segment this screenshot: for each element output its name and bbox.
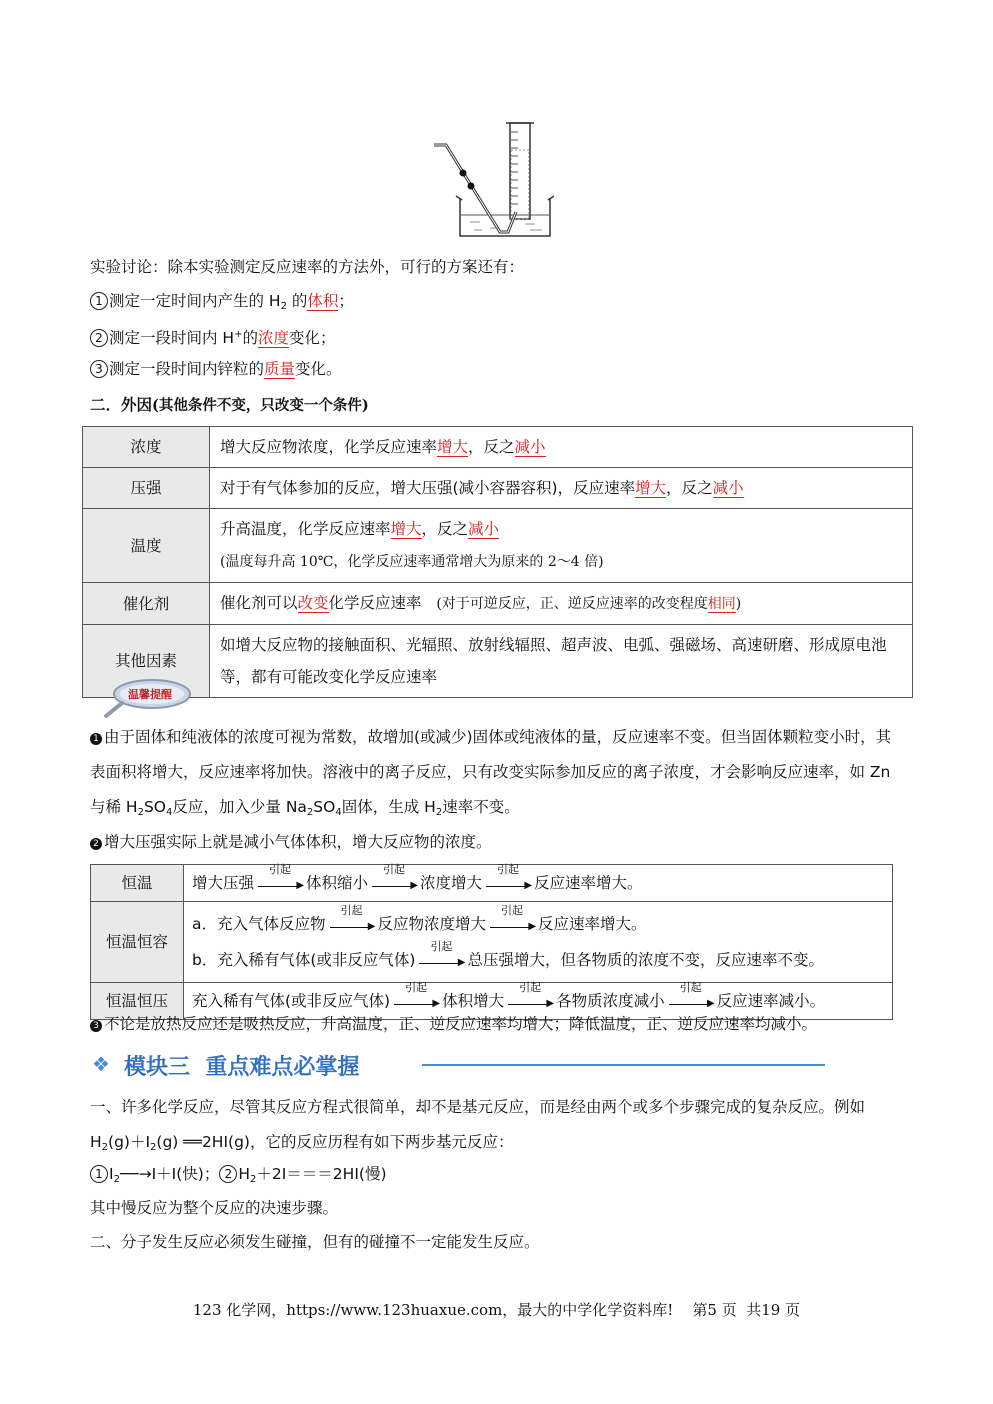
module-heading: [90, 1048, 825, 1082]
paragraph-2: 其中慢反应为整个反应的决速步骤。: [90, 1199, 339, 1217]
factor-desc: 如增大反应物的接触面积、光辐照、放射线辐照、超声波、电弧、强磁场、高速研磨、形成原电池等，都有可能改变化学反应速率: [210, 625, 913, 698]
table-row: [83, 427, 913, 468]
answer-text: 体积: [307, 292, 339, 310]
condition-chain: a．充入气体反应物 引起 ▶ 反应物浓度增大 引起 ▶ 反应速率增大。 b．充入稀有气体(或非反应气体) 引起 ▶ 总压强增大，但各物质的浓度不变，反应速率不变。: [184, 902, 893, 983]
condition-key: 恒温恒容: [91, 902, 184, 983]
condition-chain: 增大压强 引起 ▶ 体积缩小 引起 ▶ 浓度增大 引起 ▶ 反应速率增大。: [184, 865, 893, 902]
diamond-icon: ❖: [92, 1052, 110, 1076]
condition-chain: 充入稀有气体(或非反应气体) 引起 ▶ 体积增大 引起 ▶ 各物质浓度减小 引起 ▶ 反应速率减小。: [184, 983, 893, 1020]
factor-desc: 对于有气体参加的反应，增大压强(减小容器容积)，反应速率增大，反之减小: [210, 468, 913, 509]
module-title: 模块三 重点难点必掌握: [124, 1055, 360, 1080]
condition-key: 恒温: [91, 865, 184, 902]
tip-badge: [100, 676, 194, 718]
tip-3: 3 不论是放热反应还是吸热反应，升高温度，正、逆反应速率均增大；降低温度，正、逆反应速率均减小。: [90, 1014, 817, 1034]
factor-desc: 催化剂可以改变化学反应速率 (对于可逆反应，正、逆反应速率的改变程度相同): [210, 583, 913, 625]
discussion-intro: 实验讨论：除本实验测定反应速率的方法外，可行的方案还有：: [90, 258, 525, 276]
factor-key: 其他因素: [83, 625, 210, 698]
tip-badge-label: 温馨提醒: [128, 688, 172, 701]
paragraph-3: 二、分子发生反应必须发生碰撞，但有的碰撞不一定能发生反应。: [90, 1233, 540, 1251]
condition-key: 恒温恒压: [91, 983, 184, 1020]
table-row: [91, 865, 893, 902]
table-row: [83, 583, 913, 625]
discussion-item-1: 1 测定一定时间内产生的 $H_2$ 的体积；: [90, 291, 354, 317]
answer-text: 浓度: [258, 329, 290, 347]
circled-number: 2: [90, 329, 108, 347]
factor-key: 浓度: [83, 427, 210, 468]
tip-2: 2 增大压强实际上就是减小气体体积，增大反应物的浓度。: [90, 825, 905, 860]
factor-desc: 升高温度，化学反应速率增大，反之减小 (温度每升高 10℃，化学反应速率通常增大为原来的 2～4 倍): [210, 509, 913, 583]
section-heading: 二．外因(其他条件不变，只改变一个条件): [90, 396, 369, 414]
table-row: [83, 625, 913, 698]
tip-1: 1 由于固体和纯液体的浓度可视为常数，故增加(或减少)固体或纯液体的量，反应速率不变。但当固体颗粒变小时，其表面积将增大，反应速率将加快。溶液中的离子反应，只有改变实际参加反应的离子浓度，才会影响反应速率，如 Zn 与稀 $H_2SO_4$反应，加入少量 $Na_2SO_4$固体，生成 $H_2$速率不变。: [90, 728, 892, 818]
discussion-item-2: 2 测定一段时间内 H+的浓度变化；: [90, 325, 336, 348]
circled-number: 1: [90, 292, 108, 310]
factor-key: 催化剂: [83, 583, 210, 625]
factors-table: [82, 426, 913, 698]
discussion-item-3: 3 测定一段时间内锌粒的质量变化。: [90, 359, 342, 379]
conditions-table: [90, 864, 893, 1020]
table-row: [83, 509, 913, 583]
table-row: [91, 902, 893, 983]
answer-text: 质量: [264, 360, 296, 378]
circled-number: 3: [90, 360, 108, 378]
factor-desc: 增大反应物浓度，化学反应速率增大，反之减小: [210, 427, 913, 468]
table-row: [83, 468, 913, 509]
factor-key: 温度: [83, 509, 210, 583]
heading-rule: [422, 1064, 825, 1066]
elementary-steps: 1 $I_2──\to I+I$(快)； 2 $H_2+2I===2HI$(慢): [90, 1164, 387, 1190]
experiment-apparatus-figure: [430, 120, 565, 245]
factor-key: 压强: [83, 468, 210, 509]
paragraph-1: 一、许多化学反应，尽管其反应方程式很简单，却不是基元反应，而是经由两个或多个步骤完成的复杂反应。例如 $H_2(g)+I_2(g)$ ══2HI(g)，它的反应历程有如下两步基元反应：: [90, 1098, 866, 1153]
page-footer: 123 化学网，https://www.123huaxue.com，最大的中学化学资料库! 第5 页 共19 页: [192, 1301, 801, 1319]
